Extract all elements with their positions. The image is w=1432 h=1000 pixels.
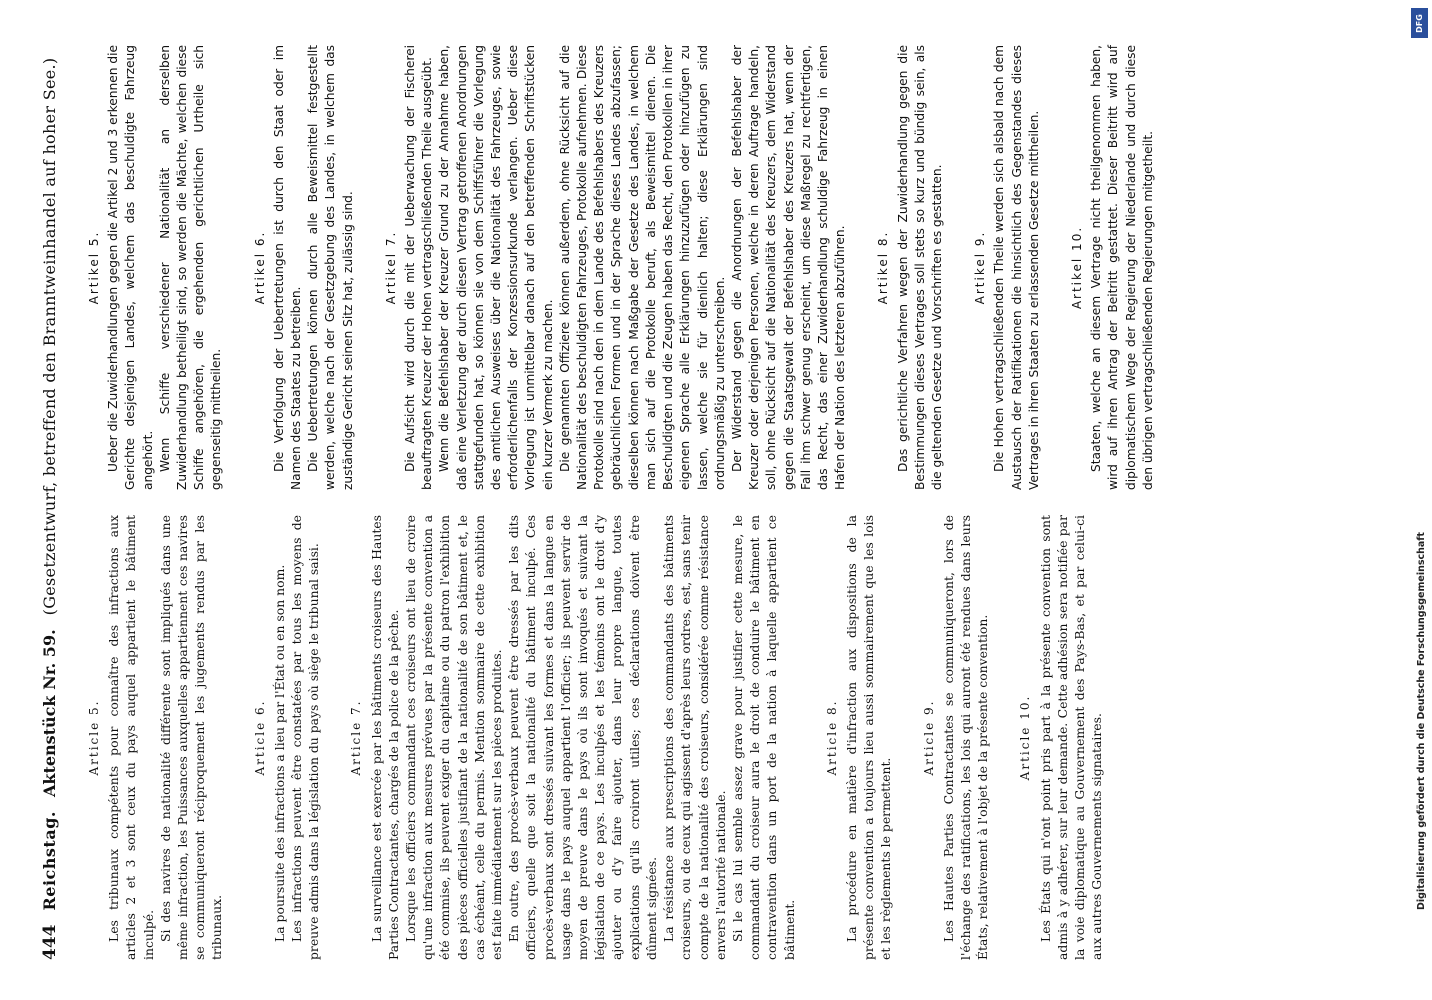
article-paragraph: Die Hohen vertragschließenden Theile werden sich alsbald nach dem Austausch der Ratifikationen die hinsichtlich des Gegenstandes dieses Vertrages in ihren Staaten zu erlassenden Gesetze mittheilen. <box>992 45 1041 490</box>
rotated-text-page <box>40 30 1410 960</box>
article-paragraph: Lorsque les officiers commandant ces croiseurs ont lieu de croire qu'une infraction aux mesures prévues par la présente convention a été commise, ils peuvent exiger du capitaine ou du patron l'exhibition des pièces officielles justifiant de la nationalité de son bâtiment et, le cas échéant, celle du permis. Mention sommaire de cette exhibition est faite immédiatement sur les pièces produites. <box>403 515 505 960</box>
article-gap <box>798 515 818 960</box>
article-gap <box>1043 45 1063 490</box>
running-header <box>40 30 80 960</box>
article-paragraph: Der Widerstand gegen die Anordnungen der Befehlshaber der Kreuzer oder derjenigen Personen, welche in deren Auftrage handeln, soll, ohne Rücksicht auf die Nationalität des Kreuzers, dem Widerstand gegen die Staatsgewalt der Befehlshaber des Kreuzers hat, wenn der Fall ihm schwer genug erscheint, um diese Maßregel zu rechtfertigen, das Recht, das einer Zuwiderhandlung schuldige Fahrzeug in einen Hafen der Nation des letzteren abzuführen. <box>729 45 848 490</box>
article-paragraph: Les tribunaux compétents pour connaître des infractions aux articles 2 et 3 sont ceux du pays auquel appartient le bâtiment inculpé. <box>106 515 156 960</box>
header-document-number: Aktenstück Nr. 59. <box>40 629 59 798</box>
article-heading: Article 7. <box>349 699 364 776</box>
article-paragraph: Staaten, welche an diesem Vertrage nicht theilgenommen haben, wird auf ihren Antrag der Beitritt gestattet. Dieser Beitritt wird auf diplomatischem Wege der Regierung der Niederlande und durch diese den übrigen vertragschließenden Regierungen mitgetheilt. <box>1089 45 1155 490</box>
article-paragraph: Wenn Schiffe verschiedener Nationalität an derselben Zuwiderhandlung betheiligt sind, so werden die Mächte, welchen diese Schiffe angehören, die ergehenden gerichtlichen Urtheile sich gegenseitig mittheilen. <box>157 45 224 490</box>
article-gap <box>895 515 915 960</box>
article-heading: Article 8. <box>824 699 839 776</box>
article-paragraph: Die Verfolgung der Uebertretungen ist durch den Staat oder im Namen des Staates zu betreiben. <box>271 45 304 490</box>
article-heading: Artikel 6. <box>252 230 267 305</box>
article-paragraph: Die Uebertretungen können durch alle Beweismittel festgestellt werden, welche nach der Gesetzgebung des Landes, in welchem das zuständige Gericht seinen Sitz hat, zulässig sind. <box>306 45 355 490</box>
article-paragraph: La résistance aux prescriptions des commandants des bâtiments croiseurs, ou de ceux qui agissent d'après leurs ordres, est, sans tenir compte de la nationalité des croiseurs, considérée comme résistance envers l'autorité nationale. <box>661 515 728 960</box>
digitization-note: Digitalisierung gefördert durch die Deutsche Forschungsgemeinschaft <box>1416 532 1427 910</box>
article-paragraph: La procédure en matière d'infraction aux dispositions de la présente convention a toujours lieu aussi sommairement que les lois et les règlements le permettent. <box>843 515 894 960</box>
dfg-logo <box>1411 8 1428 38</box>
article-paragraph: Wenn die Befehlshaber der Kreuzer Grund zu der Annahme haben, daß eine Verletzung der durch diesen Vertrag getroffenen Anordnungen stattgefunden hat, so können sie von dem Schiffsführer die Vorlegung des amtlichen Ausweises über die Nationalität des Fahrzeuges, sowie erforderlichenfalls der Konzessionsurkunde verlangen. Ueber diese Vorlegung ist unmittelbar danach auf den betreffenden Schriftstücken ein kurzer Vermerk zu machen. <box>437 45 555 490</box>
article-paragraph: La poursuite des infractions a lieu par l'État ou en son nom. <box>271 564 287 942</box>
article-heading: Article 9. <box>921 699 936 776</box>
article-paragraph: Die Aufsicht wird durch die mit der Ueberwachung der Fischerei beauftragten Kreuzer der Hohen vertragschließenden Theile ausgeübt. <box>403 45 435 490</box>
article-gap <box>226 515 246 960</box>
article-heading: Artikel 5. <box>87 230 101 305</box>
article-paragraph: Les Hautes Parties Contractantes se communiqueront, lors de l'échange des ratifications, les lois qui auront été rendues dans leurs États, relativement à l'objet de la présente convention. <box>940 515 991 960</box>
header-document-title: (Gesetzentwurf, betreffend den Branntweinhandel auf hoher See.) <box>40 57 59 616</box>
article-paragraph: Si des navires de nationalité différente sont impliqués dans une même infraction, les Puissances auxquelles appartiennent ces navires se communiqueront réciproquement les jugements rendus par les tribunaux. <box>157 515 225 960</box>
article-gap <box>849 45 869 490</box>
article-paragraph: Ueber die Zuwiderhandlungen gegen die Artikel 2 und 3 erkennen die Gerichte desjenigen Landes, welchem das beschuldigte Fahrzeug angehört. <box>106 45 155 490</box>
header-reichstag: Reichstag. <box>40 811 59 911</box>
article-heading: Artikel 10. <box>1069 225 1084 310</box>
article-heading: Artikel 8. <box>876 230 891 305</box>
article-gap <box>226 45 246 490</box>
article-heading: Article 6. <box>252 699 267 776</box>
french-column <box>80 515 1105 960</box>
article-heading: Artikel 9. <box>973 230 988 305</box>
german-column <box>80 45 1157 490</box>
dfg-logo-text: DFG <box>1415 13 1425 33</box>
article-paragraph: Les infractions peuvent être constatées par tous les moyens de preuve admis dans la législation du pays où siège le tribunal saisi. <box>289 515 322 960</box>
page-number: 444 <box>40 924 60 960</box>
article-gap <box>357 45 377 490</box>
article-paragraph: Das gerichtliche Verfahren wegen der Zuwiderhandlung gegen die Bestimmungen dieses Vertrages soll stets so kurz und bündig sein, als die geltenden Gesetze und Vorschriften es gestatten. <box>895 45 944 490</box>
article-gap <box>946 45 966 490</box>
article-heading: Artikel 7. <box>383 230 398 305</box>
article-paragraph: Die genannten Offiziere können außerdem, ohne Rücksicht auf die Nationalität des beschuldigten Fahrzeuges, Protokolle aufnehmen. Diese Protokolle sind nach den in dem Lande des Befehlshabers des Kreuzers gebräuchlichen Formen und in der Sprache dieses Landes abzufassen; dieselben können nach Maßgabe der Gesetze des Landes, in welchem man sich auf die Protokolle beruft, als Beweismittel dienen. Die Beschuldigten und die Zeugen haben das Recht, den Protokollen in ihrer eigenen Sprache alle Erklärungen hinzuzufügen oder hinzufügen zu lassen, welche sie für dienlich halten; diese Erklärungen sind ordnungsmäßig zu unterschreiben. <box>557 45 727 490</box>
article-paragraph: En outre, des procès-verbaux peuvent être dressés par les dits officiers, quelle que soit la nationalité du bâtiment inculpé. Ces procès-verbaux sont dressés suivant les formes et dans la langue en usage dans le pays auquel appartient l'officier; ils peuvent servir de moyen de preuve dans le pays où ils sont invoqués et suivant la législation de ce pays. Les inculpés et les témoins ont le droit d'y ajouter ou d'y faire ajouter, dans leur propre langue, toutes explications qu'ils croiront utiles; ces déclarations doivent être dûment signées. <box>506 515 659 960</box>
article-gap <box>991 515 1011 960</box>
article-paragraph: Les États qui n'ont point pris part à la présente convention sont admis à y adhérer, sur leur demande. Cette adhésion sera notifiée par la voie diplomatique au Gouvernement des Pays-Bas, et par celui-ci aux autres Gouvernements signataires. <box>1037 515 1105 960</box>
article-heading: Article 10. <box>1018 694 1033 781</box>
article-heading: Article 5. <box>87 699 101 776</box>
article-paragraph: La surveillance est exercée par les bâtiments croiseurs des Hautes Parties Contractantes, chargés de la police de la pêche. <box>368 515 401 960</box>
article-gap <box>322 515 342 960</box>
article-paragraph: Si le cas lui semble assez grave pour justifier cette mesure, le commandant du croiseur aura le droit de conduire le bâtiment en contravention dans un port de la nation à laquelle appartient ce bâtiment. <box>729 515 797 960</box>
